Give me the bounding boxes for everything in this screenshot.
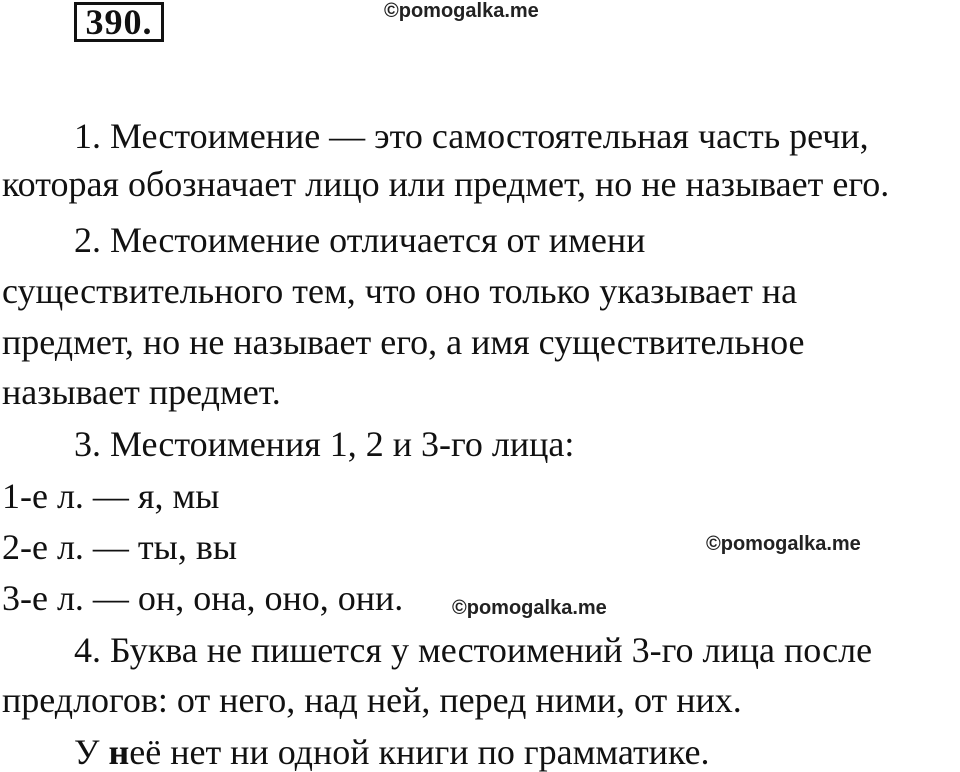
person-second-line: 2-е л. — ты, вы <box>2 527 238 567</box>
watermark-lower: ©pomogalka.me <box>452 597 607 619</box>
example-rest: её нет ни одной книги по грамматике. <box>129 732 710 772</box>
paragraph-4-line-2: предлогов: от него, над ней, перед ними, от них. <box>2 680 742 720</box>
example-prefix: У <box>74 732 109 772</box>
paragraph-2-line-3: предмет, но не называет его, а имя существительное <box>2 322 805 362</box>
person-third-line: 3-е л. — он, она, оно, они. <box>2 578 404 618</box>
person-first-line: 1-е л. — я, мы <box>2 476 220 516</box>
watermark-middle: ©pomogalka.me <box>706 533 861 555</box>
paragraph-4-line-1: 4. Буква не пишется у местоимений 3-го лица после <box>74 630 873 670</box>
paragraph-1-line-2: которая обозначает лицо или предмет, но не называет его. <box>2 164 890 204</box>
example-highlighted-letter: н <box>108 732 130 772</box>
exercise-number: 390. <box>74 2 164 42</box>
paragraph-1-line-1: 1. Местоимение — это самостоятельная часть речи, <box>74 116 869 156</box>
paragraph-3-line-1: 3. Местоимения 1, 2 и 3-го лица: <box>74 424 575 464</box>
paragraph-2-line-1: 2. Местоимение отличается от имени <box>74 220 646 260</box>
example-sentence <box>74 732 710 772</box>
watermark-top: ©pomogalka.me <box>384 0 539 22</box>
paragraph-2-line-4: называет предмет. <box>2 372 281 412</box>
paragraph-2-line-2: существительного тем, что оно только указывает на <box>2 271 798 311</box>
